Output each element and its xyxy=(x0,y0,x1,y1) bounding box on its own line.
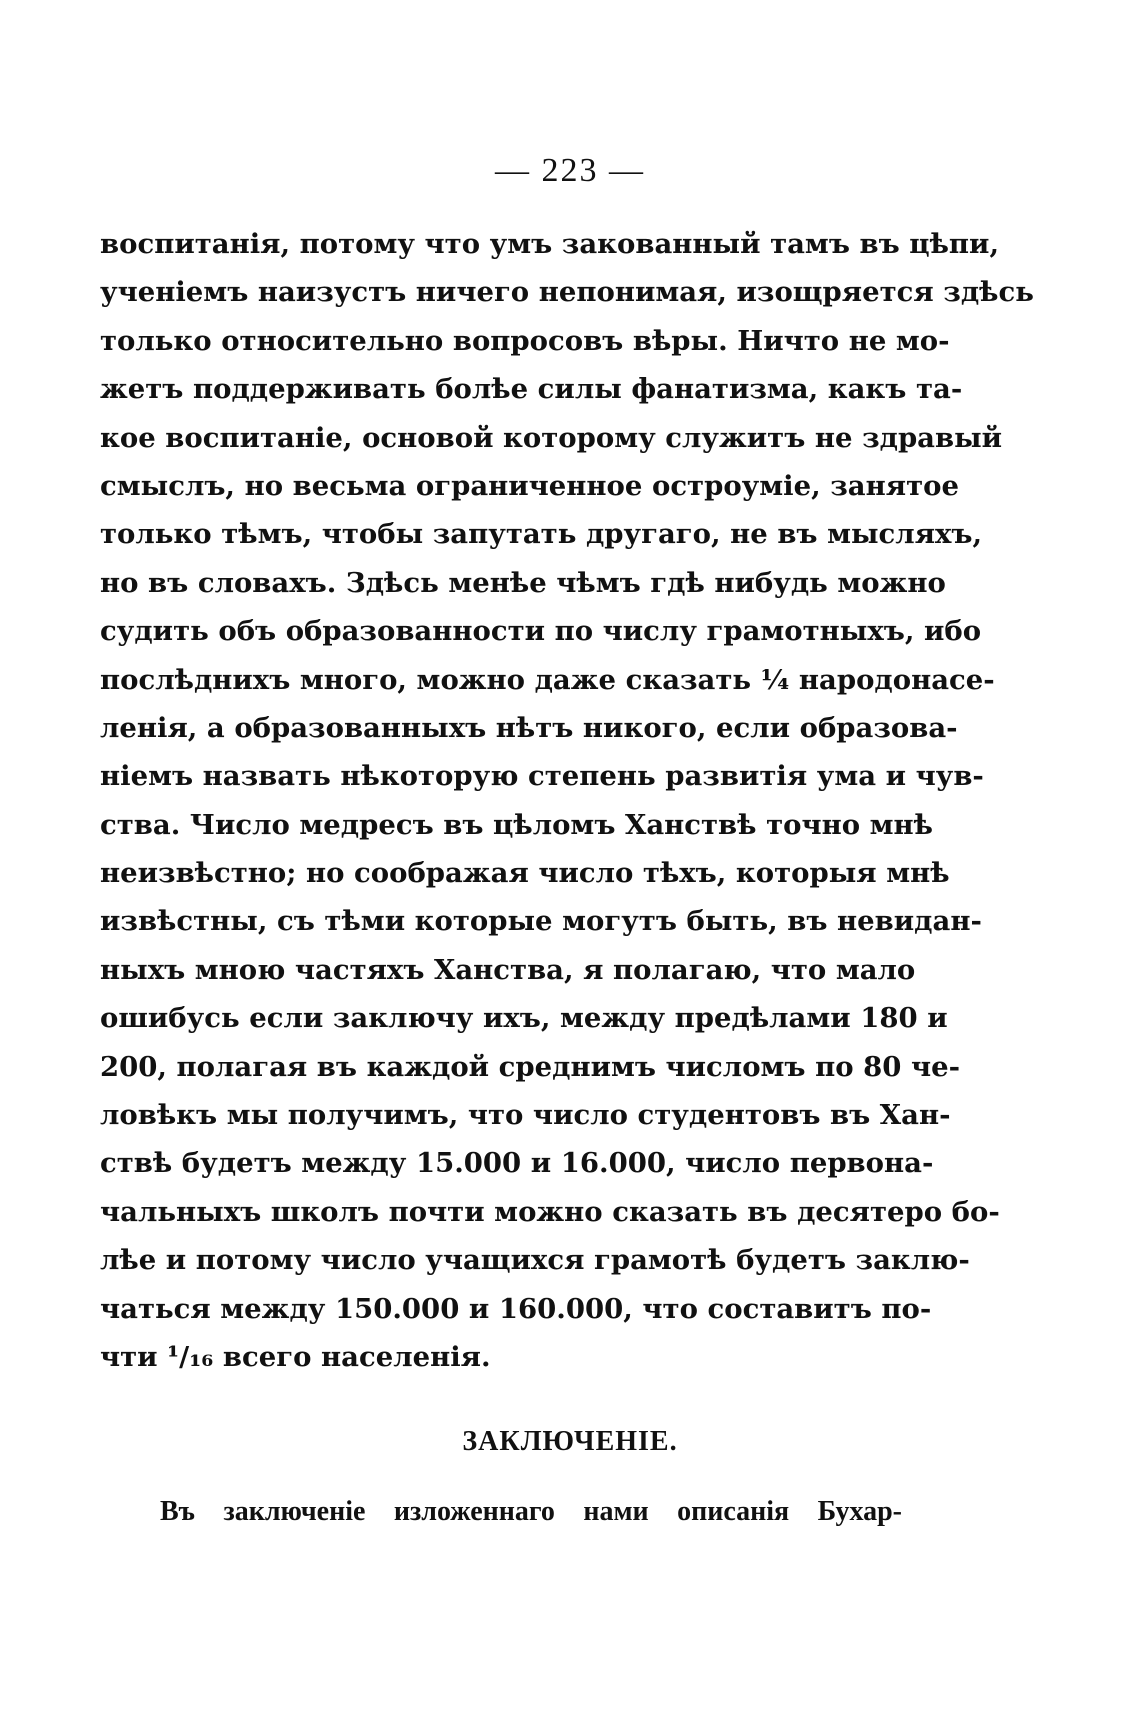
text-line: ошибусь если заключу ихъ, между предѣлами 180 и xyxy=(100,1002,948,1035)
text-line: чальныхъ школъ почти можно сказать въ десятеро бо- xyxy=(100,1195,1000,1228)
text-line: 200, полагая въ каждой среднимъ числомъ по 80 че- xyxy=(100,1050,961,1083)
text-line: только тѣмъ, чтобы запутать другаго, не въ мысляхъ, xyxy=(100,518,983,551)
text-line: послѣднихъ много, можно даже сказать ¼ народонасе- xyxy=(100,663,995,696)
text-line: ленія, а образованныхъ нѣтъ никого, если образова- xyxy=(100,711,958,744)
text-line: но въ словахъ. Здѣсь менѣе чѣмъ гдѣ нибудь можно xyxy=(100,566,946,599)
text-line: чаться между 150.000 и 160.000, что составитъ по- xyxy=(100,1292,932,1325)
text-line: чти ¹/₁₆ всего населенія. xyxy=(100,1340,491,1373)
text-line: ствѣ будетъ между 15.000 и 16.000, число первона- xyxy=(100,1147,934,1180)
text-line: ства. Число медресъ въ цѣломъ Ханствѣ точно мнѣ xyxy=(100,808,933,841)
page-number: — 223 — xyxy=(495,152,645,189)
text-line: кое воспитаніе, основой которому служитъ не здравый xyxy=(100,421,1003,454)
text-line: смыслъ, но весьма ограниченное остроуміе, занятое xyxy=(100,469,959,502)
text-line: ныхъ мною частяхъ Ханства, я полагаю, что мало xyxy=(100,953,916,986)
text-line: воспитанія, потому что умъ закованный тамъ въ цѣпи, xyxy=(100,228,1000,260)
text-line: неизвѣстно; но соображая число тѣхъ, которыя мнѣ xyxy=(100,857,950,890)
text-line: только относительно вопросовъ вѣры. Ничто не мо- xyxy=(100,324,950,357)
section-first-line: Въ заключеніе изложеннаго нами описанія Бухар- xyxy=(160,1496,902,1527)
text-line: ловѣкъ мы получимъ, что число студентовъ въ Хан- xyxy=(100,1099,951,1132)
text-line: ученіемъ наизустъ ничего непонимая, изощряется здѣсь xyxy=(100,276,1034,309)
text-line: судить объ образованности по числу грамотныхъ, ибо xyxy=(100,615,982,648)
text-line: лѣе и потому число учащихся грамотѣ будетъ заклю- xyxy=(100,1244,970,1277)
text-line: извѣстны, съ тѣми которые могутъ быть, въ невидан- xyxy=(100,905,982,938)
body-text xyxy=(100,220,1034,1381)
text-line: жетъ поддерживать болѣе силы фанатизма, какъ та- xyxy=(100,373,963,406)
text-line: ніемъ назвать нѣкоторую степень развитія ума и чув- xyxy=(100,760,984,793)
section-heading: ЗАКЛЮЧЕНІЕ. xyxy=(462,1426,678,1457)
